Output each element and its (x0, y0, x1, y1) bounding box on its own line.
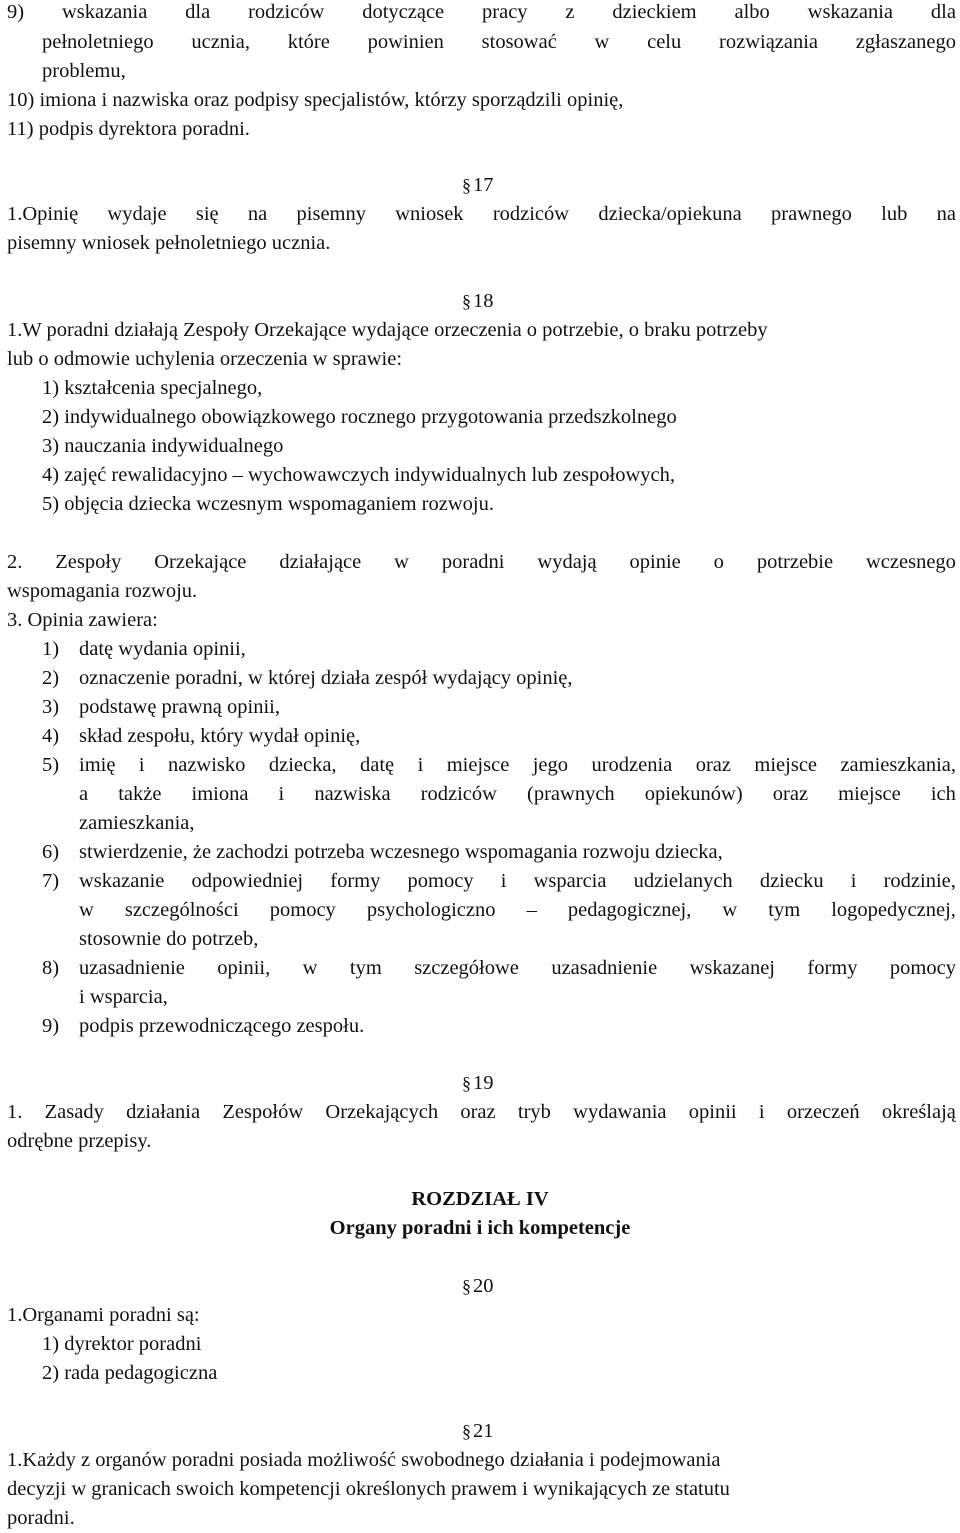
word: dzieckiem (612, 1, 697, 23)
item-9-line1 (7, 2, 956, 23)
word: formy (330, 870, 381, 892)
chapter-subtitle: Organy poradni i ich kompetencje (329, 1217, 631, 1239)
word: na (247, 203, 268, 225)
word: dziecka/opiekuna (598, 203, 742, 225)
section-sign: § (462, 291, 471, 311)
item-number: 1) (42, 638, 60, 660)
word: wskazania (807, 1, 894, 23)
word: i (138, 754, 145, 776)
word: na (936, 203, 956, 225)
word: w (722, 899, 738, 921)
word: Zespoły (55, 551, 122, 573)
word: w (594, 31, 610, 53)
list-item: 2) indywidualnego obowiązkowego rocznego przygotowania przedszkolnego (42, 406, 677, 428)
item-8-line1 (79, 958, 956, 979)
word: wskazanej (689, 957, 775, 979)
word: pedagogicznej, (567, 899, 692, 921)
word: wskazania (61, 1, 148, 23)
section-19-heading (462, 1073, 494, 1094)
item-number: 7) (42, 870, 60, 892)
word: 9) (7, 1, 25, 23)
word: rodziców (420, 783, 497, 805)
word: miejsce (838, 783, 901, 805)
word: datę (359, 754, 395, 776)
item-number: 5) (42, 754, 60, 776)
word: odpowiedniej (191, 870, 304, 892)
section-21-line3: poradni. (7, 1507, 75, 1529)
word: w (302, 957, 318, 979)
word: wskazanie (79, 870, 165, 892)
item-7-line3: stosownie do potrzeb, (79, 928, 259, 950)
section-18-p1-line1: 1.W poradni działają Zespoły Orzekające wydające orzeczenia o potrzebie, o braku potrzeby (7, 319, 768, 341)
item-text: podstawę prawną opinii, (79, 696, 280, 718)
section-18-heading (462, 291, 494, 312)
item-8-line2: i wsparcia, (79, 986, 168, 1008)
section-17-p1-line2: pisemny wniosek pełnoletniego ucznia. (7, 232, 331, 254)
item-5-line1 (79, 755, 956, 776)
item-7-line2 (79, 900, 956, 921)
word: Orzekające (154, 551, 247, 573)
word: dla (185, 1, 211, 23)
word: – (526, 899, 537, 921)
section-21-line1: 1.Każdy z organów poradni posiada możliwość swobodnego działania i podejmowania (7, 1449, 721, 1471)
list-item: 4) zajęć rewalidacyjno – wychowawczych indywidualnych lub zespołowych, (42, 464, 675, 486)
section-17-p1-line1 (7, 204, 956, 225)
word: powinien (367, 31, 444, 53)
word: a (79, 783, 89, 805)
word: tym (768, 899, 801, 921)
section-sign: § (462, 175, 471, 195)
word: pracy (482, 1, 528, 23)
word: które (287, 31, 330, 53)
list-item: 2) rada pedagogiczna (42, 1362, 218, 1384)
word: Orzekających (325, 1101, 439, 1123)
word: pomocy (407, 870, 474, 892)
word: rodziców (248, 1, 325, 23)
word: prawnego (771, 203, 852, 225)
word: pomocy (269, 899, 336, 921)
section-20-heading (462, 1276, 494, 1297)
word: opinii (688, 1101, 737, 1123)
word: nazwisko (167, 754, 246, 776)
section-18-p2-line1 (7, 552, 956, 573)
section-18-p3: 3. Opinia zawiera: (7, 609, 158, 631)
word: opiekunów) (644, 783, 743, 805)
word: wczesnego (866, 551, 956, 573)
word: dla (930, 1, 956, 23)
item-9-line2 (42, 32, 956, 53)
item-number: 3) (42, 696, 60, 718)
word: opinii, (217, 957, 271, 979)
word: urodzenia (591, 754, 673, 776)
word: dotyczące (362, 1, 445, 23)
word: oraz (460, 1101, 496, 1123)
list-item: 3) nauczania indywidualnego (42, 435, 284, 457)
word: pomocy (889, 957, 956, 979)
word: Zasady (44, 1101, 104, 1123)
word: wydaje (107, 203, 167, 225)
word: lub (881, 203, 908, 225)
word: oraz (772, 783, 809, 805)
word: szczególności (124, 899, 239, 921)
word: opinie (629, 551, 681, 573)
word: dziecku (759, 870, 824, 892)
word: 2. (7, 551, 23, 573)
section-19-p1-line2: odrębne przepisy. (7, 1130, 152, 1152)
word: i (278, 783, 285, 805)
section-number: 19 (473, 1072, 494, 1094)
section-number: 18 (473, 290, 494, 312)
word: i (500, 870, 507, 892)
section-sign: § (462, 1276, 471, 1296)
list-item: 1) dyrektor poradni (42, 1333, 202, 1355)
word: pełnoletniego (42, 31, 154, 53)
item-text: skład zespołu, który wydał opinię, (79, 725, 361, 747)
word: zgłaszanego (855, 31, 956, 53)
word: Zespołów (222, 1101, 304, 1123)
word: dziecka, (268, 754, 337, 776)
item-number: 4) (42, 725, 60, 747)
word: także (118, 783, 162, 805)
section-number: 17 (473, 174, 494, 196)
word: udzielanych (633, 870, 733, 892)
word: orzeczeń (786, 1101, 860, 1123)
word: nazwiska (314, 783, 391, 805)
word: tym (349, 957, 382, 979)
word: albo (734, 1, 770, 23)
word: rodzinie, (883, 870, 956, 892)
word: miejsce (446, 754, 510, 776)
word: tryb (517, 1101, 551, 1123)
item-text: podpis przewodniczącego zespołu. (79, 1015, 365, 1037)
word: oraz (695, 754, 731, 776)
word: wydają (537, 551, 597, 573)
word: logopedycznej, (831, 899, 956, 921)
section-17-heading (462, 175, 494, 196)
section-21-line2: decyzji w granicach swoich kompetencji określonych prawem i wynikających ze statutu (7, 1478, 730, 1500)
section-20-p1: 1.Organami poradni są: (7, 1304, 200, 1326)
item-number: 9) (42, 1015, 60, 1037)
word: celu (647, 31, 682, 53)
item-text: oznaczenie poradni, w której działa zespół wydający opinię, (79, 667, 573, 689)
word: działania (126, 1101, 201, 1123)
word: miejsce (754, 754, 818, 776)
word: w (394, 551, 409, 573)
word: rozwiązania (719, 31, 819, 53)
word: o (713, 551, 724, 573)
word: formy (807, 957, 858, 979)
word: wydawania (573, 1101, 667, 1123)
word: zamieszkania, (840, 754, 956, 776)
word: pisemny (296, 203, 366, 225)
word: uzasadnienie (79, 957, 185, 979)
item-number: 8) (42, 957, 60, 979)
word: działające (279, 551, 362, 573)
item-10: 10) imiona i nazwiska oraz podpisy specjalistów, którzy sporządzili opinię, (7, 89, 624, 111)
item-11: 11) podpis dyrektora poradni. (7, 118, 250, 140)
word: z (565, 1, 575, 23)
item-5-line2 (79, 784, 956, 805)
word: 1. (7, 1101, 23, 1123)
word: potrzebie (756, 551, 834, 573)
chapter-title: ROZDZIAŁ IV (411, 1188, 549, 1210)
word: ich (930, 783, 956, 805)
word: wniosek (395, 203, 464, 225)
word: stosować (481, 31, 557, 53)
word: w (79, 899, 94, 921)
word: określają (881, 1101, 956, 1123)
word: wsparcia (533, 870, 607, 892)
item-7-line1 (79, 871, 956, 892)
section-number: 20 (473, 1275, 494, 1297)
word: rodziców (492, 203, 570, 225)
item-text: datę wydania opinii, (79, 638, 246, 660)
word: (prawnych (527, 783, 615, 805)
item-5-line3: zamieszkania, (79, 812, 195, 834)
item-number: 6) (42, 841, 60, 863)
section-18-p1-line2: lub o odmowie uchylenia orzeczenia w sprawie: (7, 348, 403, 370)
word: uzasadnienie (551, 957, 658, 979)
section-sign: § (462, 1073, 471, 1093)
section-18-p2-line2: wspomagania rozwoju. (7, 580, 198, 602)
word: imię (79, 754, 116, 776)
section-21-heading (462, 1421, 494, 1442)
word: imiona (191, 783, 249, 805)
word: i (758, 1101, 765, 1123)
word: 1.Opinię (7, 203, 79, 225)
list-item: 5) objęcia dziecka wczesnym wspomaganiem rozwoju. (42, 493, 494, 515)
list-item: 1) kształcenia specjalnego, (42, 377, 263, 399)
word: psychologiczno (366, 899, 496, 921)
word: szczegółowe (414, 957, 519, 979)
item-text: stwierdzenie, że zachodzi potrzeba wczesnego wspomagania rozwoju dziecka, (79, 841, 723, 863)
item-number: 2) (42, 667, 60, 689)
word: i (850, 870, 857, 892)
word: i (417, 754, 424, 776)
section-number: 21 (473, 1420, 494, 1442)
word: się (195, 203, 219, 225)
item-9-line3: problemu, (42, 60, 126, 82)
word: poradni (441, 551, 505, 573)
section-19-p1-line1 (7, 1102, 956, 1123)
word: ucznia, (191, 31, 250, 53)
section-sign: § (462, 1421, 471, 1441)
word: jego (532, 754, 569, 776)
